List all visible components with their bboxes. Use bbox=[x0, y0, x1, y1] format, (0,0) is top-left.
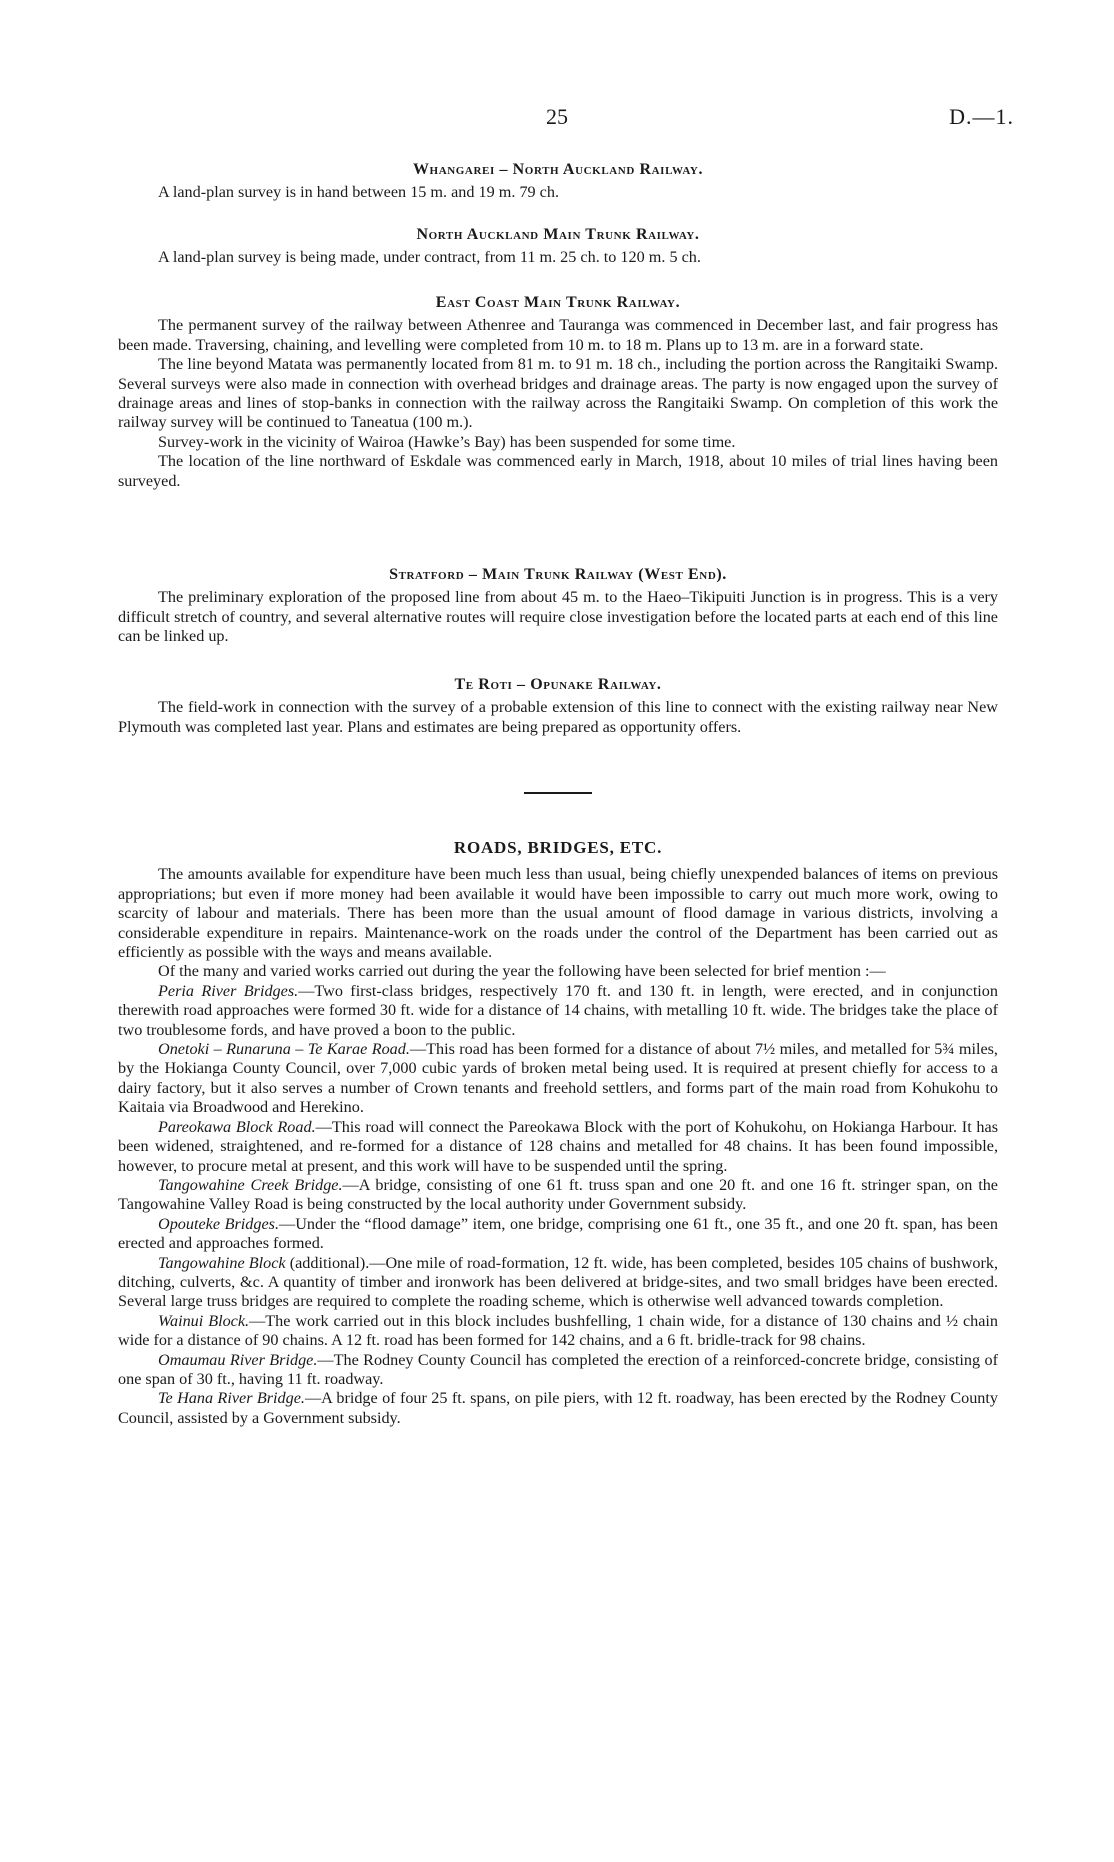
horizontal-rule bbox=[524, 792, 592, 794]
section-heading: North Auckland Main Trunk Railway. bbox=[416, 226, 700, 243]
page-number: 25 bbox=[546, 104, 568, 129]
section-divider bbox=[118, 792, 998, 794]
works-list bbox=[118, 982, 998, 1428]
work-item-name: Opouteke Bridges. bbox=[158, 1214, 279, 1233]
work-item-text: (additional).—One mile of road-formation, 12 ft. wide, has been completed, besides 105 chains of bushwork, ditching, culverts, &c. A quantity of timber and ironwork has been delivered at bridge-sites, and two small bridges have been erected. Several large truss bridges are required to complete the roading scheme, which is otherwise well advanced towards completion. bbox=[118, 1253, 999, 1311]
section-whangarei bbox=[118, 160, 998, 203]
work-item bbox=[118, 1389, 998, 1428]
paragraph: Survey-work in the vicinity of Wairoa (Hawke’s Bay) has been suspended for some time. bbox=[158, 432, 736, 451]
work-item-text: —A bridge, consisting of one 61 ft. truss span and one 20 ft. and one 16 ft. stringer span, on the Tangowahine Valley Road is being constructed by the local authority under Government subsidy. bbox=[118, 1175, 998, 1214]
work-item-name: Peria River Bridges. bbox=[158, 981, 299, 1000]
paragraph: The field-work in connection with the survey of a probable extension of this line to connect with the existing railway near New Plymouth was completed last year. Plans and estimates are being prepared as opportunity offers. bbox=[118, 698, 998, 736]
work-item-text: —The Rodney County Council has completed the erection of a reinforced-concrete bridge, consisting of one span of 30 ft., having 11 ft. roadway. bbox=[118, 1350, 998, 1388]
paragraph: The permanent survey of the railway between Athenree and Tauranga was commenced in December last, and fair progress has been made. Traversing, chaining, and levelling were completed from 10 m. to 18 m. Plans up to 13 m. are in a forward state. bbox=[118, 316, 998, 354]
work-item-name: Onetoki – Runaruna – Te Karae Road. bbox=[158, 1040, 410, 1059]
document-reference: D.—1. bbox=[949, 104, 1014, 129]
section-heading: East Coast Main Trunk Railway. bbox=[435, 294, 681, 311]
work-item-name: Omaumau River Bridge. bbox=[158, 1350, 318, 1369]
work-item-text: —Two first-class bridges, respectively 170 ft. and 130 ft. in length, were erected, and in conjunction therewith road approaches were formed 30 ft. wide for a distance of 14 chains, with metalling 10 ft. wide. The bridges take the place of two troublesome fords, and have proved a boon to the public. bbox=[118, 981, 998, 1039]
paragraph: The line beyond Matata was permanently located from 81 m. to 91 m. 18 ch., including the portion across the Rangitaiki Swamp. Several surveys were also made in connection with overhead bridges and drainage areas. The party is now engaged upon the survey of drainage areas and lines of stop-banks in connection with the railway across the Rangitaiki Swamp. On completion of this work the railway survey will be continued to Taneatua (100 m.). bbox=[118, 355, 998, 432]
section-stratford-main-trunk bbox=[118, 565, 998, 647]
paragraph: The amounts available for expenditure have been much less than usual, being chiefly unexpended balances of items on previous appropriations; but even if more money had been available it would have been impossible to carry out much more work, owing to scarcity of labour and materials. There has been more than the usual amount of flood damage in various districts, involving a considerable expenditure in repairs. Maintenance-work on the roads under the control of the Department has been carried out as efficiently as possible with the ways and means available. bbox=[118, 865, 998, 962]
work-item-text: —Under the “flood damage” item, one bridge, comprising one 61 ft., one 35 ft., and one 20 ft. span, has been erected and approaches formed. bbox=[118, 1214, 998, 1253]
work-item-name: Tangowahine Creek Bridge. bbox=[158, 1175, 343, 1194]
section-heading: Stratford – Main Trunk Railway (West End). bbox=[389, 566, 727, 583]
work-item bbox=[118, 1040, 998, 1118]
section-north-auckland-main-trunk bbox=[118, 225, 998, 268]
work-item-text: —The work carried out in this block includes bushfelling, 1 chain wide, for a distance of 130 chains and ½ chain wide for a distance of 90 chains. A 12 ft. road has been formed for 142 chains, and a 6 ft. bridle-track for 98 chains. bbox=[118, 1311, 998, 1350]
work-item bbox=[118, 1215, 998, 1254]
paragraph: Of the many and varied works carried out during the year the following have been selected for brief mention :— bbox=[158, 962, 886, 981]
work-item-name: Tangowahine Block bbox=[158, 1253, 286, 1272]
section-roads-bridges bbox=[118, 838, 998, 1428]
paragraph: The location of the line northward of Eskdale was commenced early in March, 1918, about 10 miles of trial lines having been surveyed. bbox=[118, 452, 998, 490]
paragraph: A land-plan survey is in hand between 15 m. and 19 m. 79 ch. bbox=[158, 183, 560, 202]
work-item-text: —A bridge of four 25 ft. spans, on pile piers, with 12 ft. roadway, has been erected by the Rodney County Council, assisted by a Government subsidy. bbox=[118, 1389, 998, 1427]
section-heading: Whangarei – North Auckland Railway. bbox=[412, 161, 704, 178]
work-item-name: Te Hana River Bridge. bbox=[158, 1389, 305, 1408]
work-item bbox=[118, 1351, 998, 1390]
work-item-name: Pareokawa Block Road. bbox=[158, 1117, 316, 1136]
work-item bbox=[118, 1118, 998, 1176]
work-item-name: Wainui Block. bbox=[158, 1311, 250, 1330]
work-item-text: —This road will connect the Pareokawa Block with the port of Kohukohu, on Hokianga Harbour. It has been widened, straightened, and re-formed for a distance of 128 chains and metalled for 48 chains. It has been found impossible, however, to procure metal at present, and this work will have to be suspended until the spring. bbox=[118, 1117, 998, 1175]
section-title: ROADS, BRIDGES, ETC. bbox=[453, 838, 663, 857]
work-item bbox=[118, 1312, 998, 1351]
work-item bbox=[118, 1176, 998, 1215]
work-item-text: —This road has been formed for a distance of about 7½ miles, and metalled for 5¾ miles, by the Hokianga County Council, over 7,000 cubic yards of broken metal being used. It is required at present chiefly for access to a dairy factory, but it also serves a number of Crown tenants and freehold settlers, and forms part of the main road from Kohukohu to Kaitaia via Broadwood and Herekino. bbox=[118, 1040, 998, 1117]
section-heading: Te Roti – Opunake Railway. bbox=[454, 676, 662, 693]
section-east-coast-main-trunk bbox=[118, 293, 998, 491]
section-te-roti-opunake bbox=[118, 675, 998, 737]
work-item bbox=[118, 1254, 998, 1312]
paragraph: The preliminary exploration of the proposed line from about 45 m. to the Haeo–Tikipuiti Junction is in progress. This is a very difficult stretch of country, and several alternative routes will require close investigation before the located parts at each end of this line can be linked up. bbox=[118, 588, 998, 646]
work-item bbox=[118, 982, 998, 1040]
paragraph: A land-plan survey is being made, under contract, from 11 m. 25 ch. to 120 m. 5 ch. bbox=[158, 248, 701, 267]
